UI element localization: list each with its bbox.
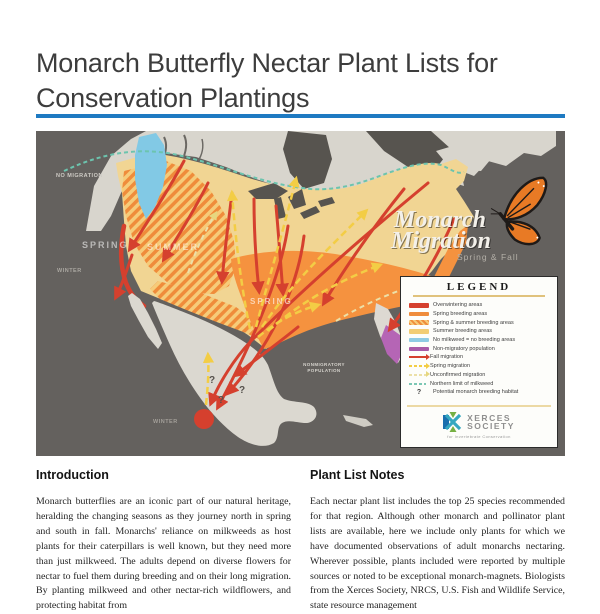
legend-item: Overwintering areas — [401, 301, 557, 310]
spring-summer-breeding-swatch — [409, 320, 429, 325]
summer-breeding-swatch — [409, 329, 429, 334]
label-no-migration: NO MIGRATION — [56, 173, 103, 179]
svg-text:?: ? — [209, 375, 216, 386]
no-milkweed-swatch — [409, 338, 429, 343]
map-title-word1: Monarch — [394, 207, 487, 233]
question-mark-swatch: ? — [416, 388, 422, 396]
legend-divider — [407, 405, 551, 408]
legend-item: No milkweed = no breeding areas — [401, 336, 557, 345]
plant-list-notes-section — [310, 468, 565, 614]
spring-breeding-swatch — [409, 312, 429, 317]
monarch-migration-map — [36, 131, 565, 456]
label-winter-california: WINTER — [57, 268, 82, 274]
introduction-body: Monarch butterflies are an iconic part of our natural heritage, heralding the changing seasons as they journey north in spring and south in fall. Monarchs' reliance on milkweeds as host plants for their caterpillars is well known, but they need more than just milkweed. The adults depend on diverse flowers for nectar to fuel them during breeding and on their long migration. By planting milkweed and other nectar-rich wildflowers, and protecting habitat from — [36, 496, 291, 612]
label-summer: SUMMER — [147, 242, 199, 252]
label-spring-south: SPRING — [250, 297, 293, 306]
xerces-logo-icon — [443, 412, 463, 432]
plant-list-notes-heading: Plant List Notes — [310, 468, 405, 482]
fall-migration-swatch — [409, 356, 426, 358]
overwintering-swatch — [409, 303, 429, 308]
xerces-logo-name: XERCES SOCIETY — [467, 413, 515, 432]
introduction-heading: Introduction — [36, 468, 109, 482]
legend-item: Spring breeding areas — [401, 310, 557, 319]
legend-item: Spring & summer breeding areas — [401, 318, 557, 327]
xerces-society-logo — [401, 412, 557, 432]
map-title-word2: Migration — [391, 228, 492, 254]
legend-item: Fall migration — [401, 353, 557, 362]
legend-item: Unconfirmed migration — [401, 371, 557, 380]
legend-item: Spring migration — [401, 362, 557, 371]
svg-text:?: ? — [239, 385, 246, 396]
legend-title: LEGEND — [446, 281, 512, 293]
unconfirmed-migration-swatch — [409, 374, 426, 376]
legend-item: Summer breeding areas — [401, 327, 557, 336]
mexico-overwintering-site — [194, 409, 214, 429]
plant-list-notes-body: Each nectar plant list includes the top 25 species recommended for that region. Although other monarch and pollinator plant lists are available, here we include only plants for which we have documented observations of adult monarchs nectaring. Wherever possible, plants included were reported by multiple sources or noted to be exceptional monarch-magnets. Biologists from the Xerces Society, NRCS, U.S. Fish and Wildlife Service, state resource management — [310, 496, 565, 612]
legend-item: Northern limit of milkweed — [401, 379, 557, 388]
introduction-section — [36, 468, 291, 614]
map-subtitle: Spring & Fall — [457, 252, 519, 262]
legend-item: ? Potential monarch breeding habitat — [401, 388, 557, 397]
body-columns — [36, 468, 566, 614]
label-nonmigratory-2: POPULATION — [307, 368, 341, 373]
map-legend — [400, 276, 558, 448]
xerces-logo-tagline: for Invertebrate Conservation — [447, 433, 511, 439]
label-nonmigratory-1: NONMIGRATORY — [303, 362, 345, 367]
title-accent-rule — [36, 114, 565, 118]
nonmigratory-swatch — [409, 347, 429, 352]
legend-underline — [413, 295, 545, 297]
spring-migration-swatch — [409, 365, 426, 367]
label-spring-west: SPRING — [82, 240, 129, 250]
legend-item: Non-migratory population — [401, 344, 557, 353]
label-winter-mexico: WINTER — [153, 419, 178, 425]
page-title: Monarch Butterfly Nectar Plant Lists for Conservation Plantings — [36, 48, 498, 114]
milkweed-limit-swatch — [409, 383, 426, 385]
svg-text:?: ? — [218, 395, 225, 406]
